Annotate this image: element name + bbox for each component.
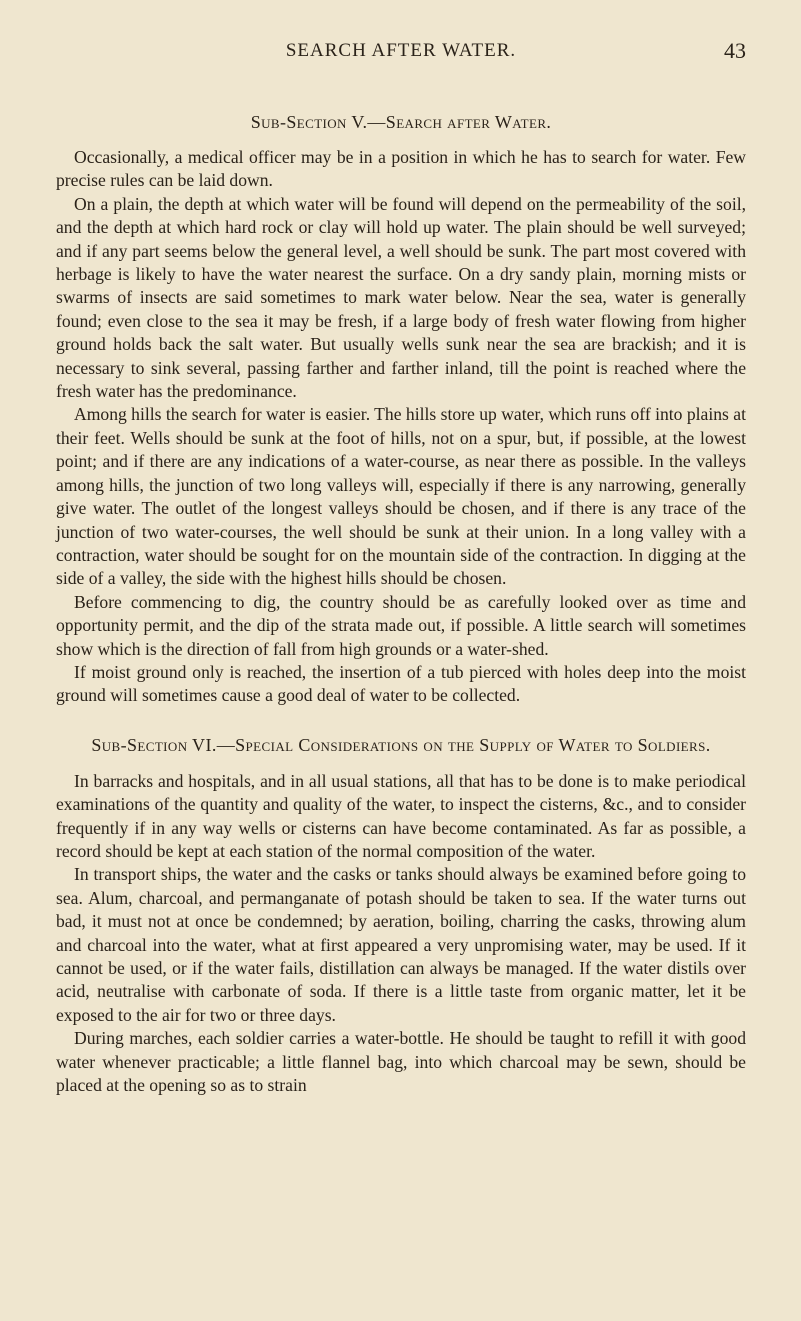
body-text bbox=[56, 110, 746, 1097]
sub-section-v bbox=[56, 110, 746, 708]
running-head bbox=[56, 38, 746, 68]
section-heading: Sub-Section VI.—Special Considerations on the Supply of Water to Soldiers. bbox=[91, 734, 711, 755]
paragraph: On a plain, the depth at which water will be found will depend on the permeability of the soil, and the depth at which hard rock or clay will hold up water. The plain should be well surveyed; and if any part seems below the general level, a well should be sunk. The part most covered with herbage is likely to have the water nearest the surface. On a dry sandy plain, morning mists or swarms of insects are said sometimes to mark water below. Near the sea, water is generally found; even close to the sea it may be fresh, if a large body of fresh water flowing from higher ground holds back the salt water. But usually wells sunk near the sea are brackish; and it is necessary to sink several, passing farther and farther inland, till the point is reached where the fresh water has the predominance. bbox=[56, 193, 746, 402]
running-title: SEARCH AFTER WATER. bbox=[285, 40, 517, 61]
sub-section-vi bbox=[56, 733, 746, 1098]
paragraph: In transport ships, the water and the casks or tanks should always be examined before going to sea. Alum, charcoal, and permanganate of potash should be taken to sea. If the water turns out bad, it must not at once be condemned; by aeration, boiling, charring the casks, throwing alum and charcoal into the water, what at first appeared a very unpromising water, may be used. If it cannot be used, or if the water fails, distillation can always be managed. If the water distils over acid, neutralise with carbonate of soda. If there is a little taste from organic matter, let it be exposed to the air for two or three days. bbox=[56, 864, 746, 1025]
page-number: 43 bbox=[724, 38, 746, 63]
paragraph: Occasionally, a medical officer may be in a position in which he has to search for water. Few precise rules can be laid down. bbox=[56, 147, 746, 191]
paragraph: Before commencing to dig, the country should be as carefully looked over as time and opportunity permit, and the dip of the strata made out, if possible. A little search will sometimes show which is the direction of fall from high grounds or a water-shed. bbox=[56, 591, 746, 659]
paragraph: During marches, each soldier carries a water-bottle. He should be taught to refill it with good water whenever practicable; a little flannel bag, into which charcoal may be sewn, should be placed at the opening so as to strain bbox=[56, 1028, 746, 1096]
paragraph: If moist ground only is reached, the insertion of a tub pierced with holes deep into the moist ground will sometimes cause a good deal of water to be collected. bbox=[56, 661, 746, 706]
section-heading: Sub-Section V.—Search after Water. bbox=[250, 112, 552, 132]
paragraph: In barracks and hospitals, and in all usual stations, all that has to be done is to make periodical examinations of the quantity and quality of the water, to inspect the cisterns, &c., and to consider frequently if in any way wells or cisterns can have become contaminated. As far as possible, a record should be kept at each station of the normal composition of the water. bbox=[56, 770, 746, 861]
paragraph: Among hills the search for water is easier. The hills store up water, which runs off into plains at their feet. Wells should be sunk at the foot of hills, not on a spur, but, if possible, at the lowest point; and if there are any indications of a water-course, as near there as possible. In the valleys among hills, the junction of two long valleys will, especially if there is any narrowing, generally give water. The outlet of the longest valleys should be chosen, and if there is any trace of the junction of two water-courses, the well should be sunk at their union. In a long valley with a contraction, water should be sought for on the mountain side of the contraction. In digging at the side of a valley, the side with the highest hills should be chosen. bbox=[56, 404, 746, 589]
